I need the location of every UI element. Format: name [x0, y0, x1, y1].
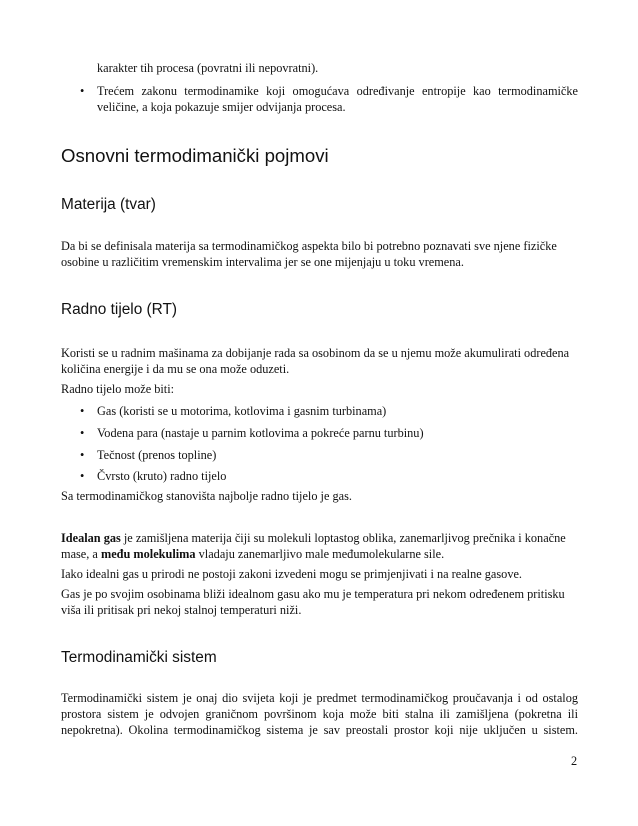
- sistem-line-2: prostora sistem je odvojen graničnom površinom koja može biti stalna ili zamišljena (pokretna ili: [61, 707, 578, 721]
- bullet-marker: •: [80, 404, 85, 418]
- radno-tijelo-heading: Radno tijelo (RT): [61, 301, 178, 318]
- ideal-gas-paragraph-2: Iako idealni gas u prirodi ne postoji zakoni izvedeni mogu se primjenjivati i na realne gasove.: [61, 567, 523, 581]
- bullet-marker: •: [80, 469, 85, 483]
- materija-heading: Materija (tvar): [61, 196, 156, 213]
- bullet-marker: •: [80, 426, 85, 440]
- third-law-line-2: veličine, a koja pokazuje smijer odvijanja procesa.: [97, 100, 346, 114]
- bullet-marker: •: [80, 84, 85, 98]
- list-item: Gas (koristi se u motorima, kotlovima i gasnim turbinama): [97, 404, 387, 418]
- radno-tijelo-can-be: Radno tijelo može biti:: [61, 382, 175, 396]
- sistem-heading: Termodinamički sistem: [61, 649, 217, 666]
- list-item: Čvrsto (kruto) radno tijelo: [97, 469, 227, 483]
- ideal-gas-line-2: [61, 546, 444, 563]
- materija-line-2: osobine u različitim vremenskim intervalima jer se one mijenjaju u toku vremena.: [61, 255, 464, 269]
- ideal-gas-term: Idealan gas: [61, 531, 121, 545]
- intro-line-continuation: karakter tih procesa (povratni ili nepovratni).: [97, 61, 319, 75]
- sistem-line-3: nepokretna). Okolina termodinamičkog sistema je sav preostali prostor koji nije uključen u sistem.: [61, 723, 578, 737]
- radno-tijelo-line-2: količina energije i da mu se ona može oduzeti.: [61, 362, 290, 376]
- ideal-gas-line-1: [61, 530, 566, 547]
- section-title: Osnovni termodimanički pojmovi: [61, 145, 329, 166]
- ideal-gas-paragraph-3-line-1: Gas je po svojim osobinama bliži idealnom gasu ako mu je temperatura pri nekom određenem pritisku: [61, 587, 565, 601]
- ideal-gas-text-2a: mase, a: [61, 547, 101, 561]
- radno-tijelo-line-1: Koristi se u radnim mašinama za dobijanje rada sa osobinom da se u njemu može akumulirati određena: [61, 346, 570, 360]
- sistem-line-1: Termodinamički sistem je onaj dio svijeta koji je predmet termodinamičkog proučavanja i od ostalog: [61, 691, 578, 705]
- ideal-gas-paragraph-3-line-2: viša ili pritisak pri nekoj stalnoj temperaturi niži.: [61, 603, 302, 617]
- ideal-gas-text-1: je zamišljena materija čiji su molekuli loptastog oblika, zanemarljivog prečnika i konačne: [120, 531, 566, 545]
- best-working-body: Sa termodinamičkog stanovišta najbolje radno tijelo je gas.: [61, 489, 352, 503]
- bullet-marker: •: [80, 448, 85, 462]
- ideal-gas-text-2b: vladaju zanemarljivo male međumolekularne sile.: [195, 547, 445, 561]
- third-law-line-1: Trećem zakonu termodinamike koji omogućava određivanje entropije kao termodinamičke: [97, 84, 578, 98]
- list-item: Tečnost (prenos topline): [97, 448, 217, 462]
- list-item: Vodena para (nastaje u parnim kotlovima a pokreće parnu turbinu): [97, 426, 424, 440]
- materija-line-1: Da bi se definisala materija sa termodinamičkog aspekta bilo bi potrebno poznavati sve njene fizičke: [61, 239, 557, 253]
- page-number: 2: [571, 754, 578, 768]
- molecules-term: među molekulima: [100, 547, 196, 561]
